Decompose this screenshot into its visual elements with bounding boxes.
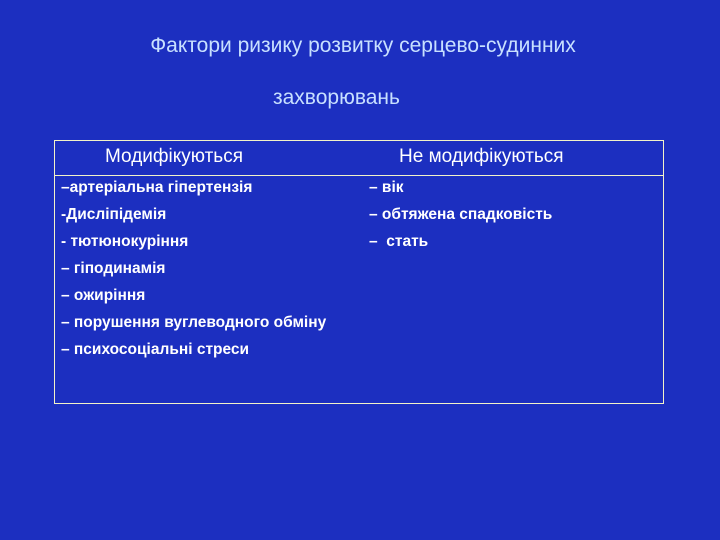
list-item: –артеріальна гіпертензія [61, 179, 253, 196]
list-item: – ожиріння [61, 287, 146, 304]
table-header-row [55, 141, 663, 176]
list-item: -Дисліпідемія [61, 206, 167, 223]
list-item: – вік [369, 179, 404, 196]
risk-factors-table [54, 140, 664, 404]
list-item: – стать [369, 233, 429, 250]
list-item: – обтяжена спадковість [369, 206, 553, 223]
header-non-modifiable: Не модифікуються [399, 146, 564, 167]
list-item: - тютюнокуріння [61, 233, 189, 250]
slide-title-line-1: Фактори ризику розвитку серцево-судинних [150, 34, 576, 57]
list-item: – психосоціальні стреси [61, 341, 250, 358]
header-modifiable: Модифікуються [105, 146, 243, 167]
non-modifiable-factors-list [369, 179, 659, 260]
slide-title-line-2: захворювань [273, 86, 400, 109]
modifiable-factors-list [61, 179, 351, 368]
list-item: – гіподинамія [61, 260, 166, 277]
list-item: – порушення вуглеводного обміну [61, 314, 327, 331]
